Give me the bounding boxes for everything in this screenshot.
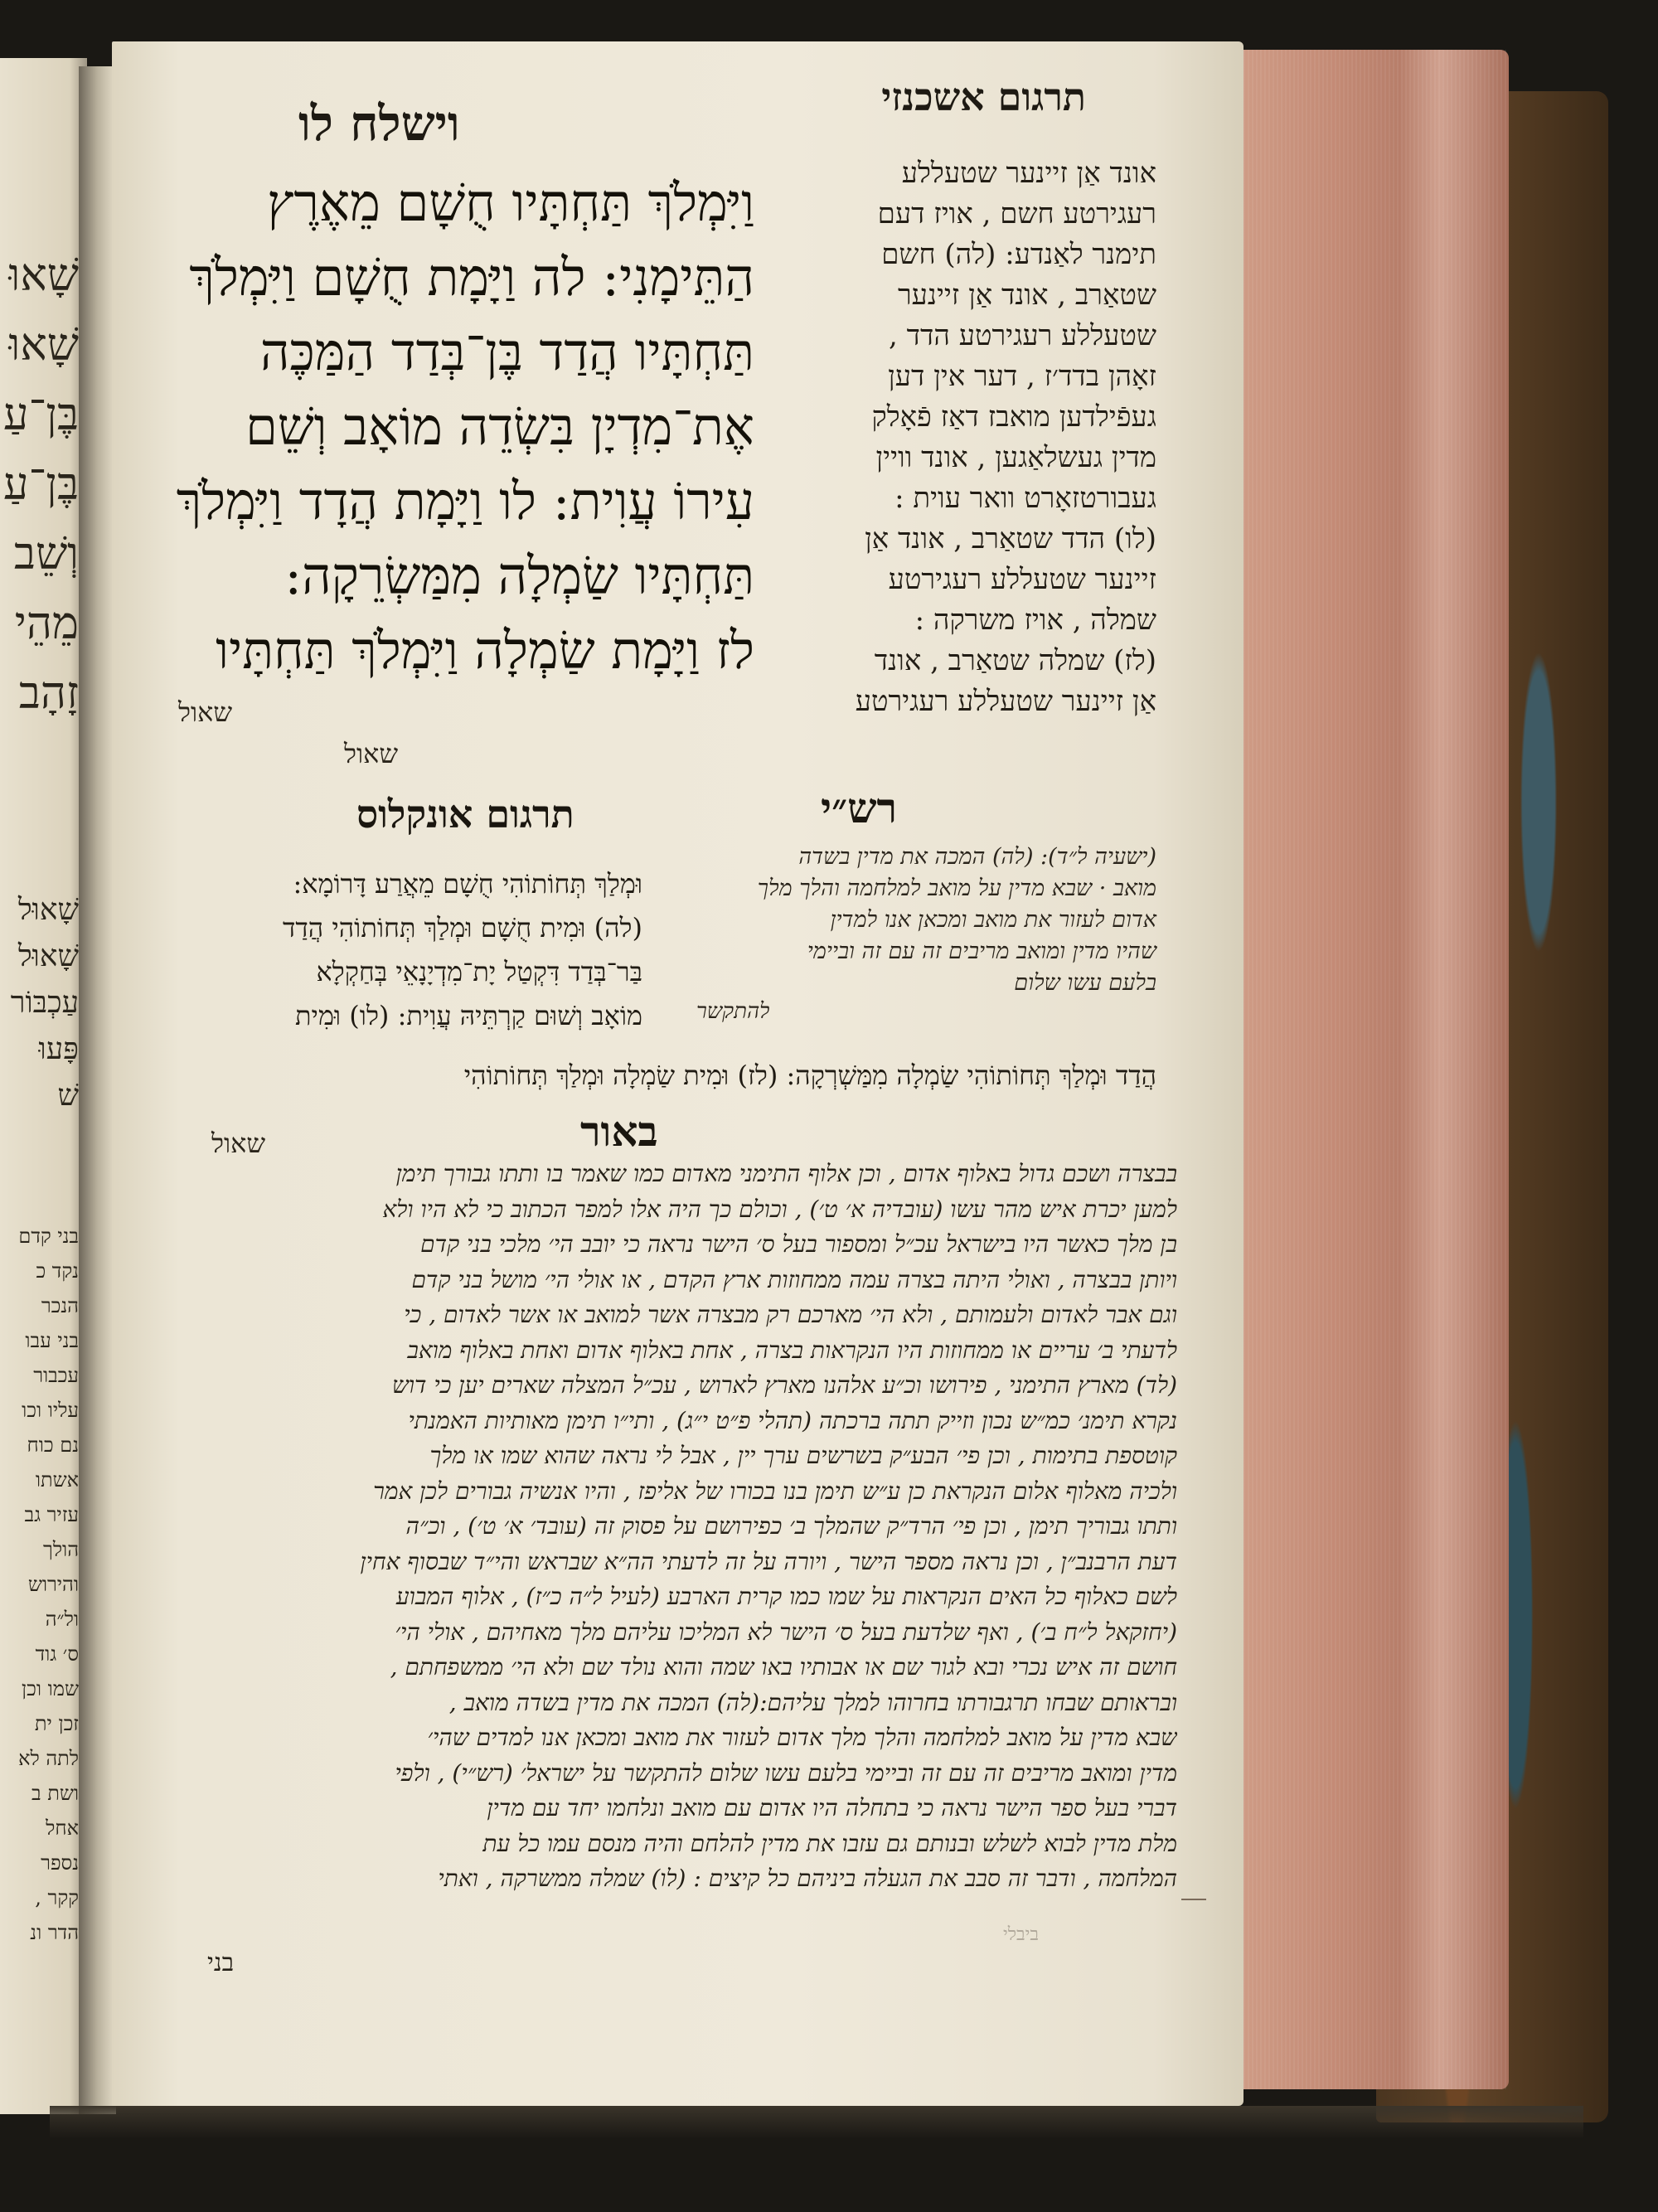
beur-line: ויותן בבצרה , ואולי היתה בצרה עמה ממחוזות ארץ הקדם , או אולי הי׳ מושל בני קדם [411, 1265, 1177, 1293]
left-fragment-line: שָׁאוּל [17, 893, 79, 927]
ashkenazi-line: מדין געשלאַגען , אונד וויין [875, 441, 1156, 474]
beur-line: (לד) מארץ התימני , פירושו וכ״ע אלהנו מארץ לארוש , עכ״ל המצלה שארים יען כי דוש [392, 1371, 1177, 1399]
left-fragment-line: ול״ה [45, 1608, 79, 1631]
onkelos-full-line: הֲדַד וּמְלַךְ תְּחוֹתוֹהִי שַׂמְלָה מִמַּשְׁרְקָה: (לז) וּמִית שַׂמְלָה וּמְלַךְ תְּחוֹתוֹהִי [463, 1060, 1156, 1091]
margin-mark [1181, 1899, 1206, 1900]
ashkenazi-line: תימנר לאַנדע: (לה) חשם [881, 238, 1156, 271]
left-fragment-line: שׁ [57, 1079, 79, 1113]
targum-ashkenazi-column [767, 153, 1156, 722]
beur-line: לשם כאלוף כל האים הנקראות על שמו כמו קרית הארבע (לעיל ל״ה כ״ז) , אלוף המבוע [395, 1583, 1177, 1610]
ashkenazi-line: אונד אַן זיינער שטעללע [901, 157, 1156, 190]
rashi-line: שהיו מדין ומואב מריבים זה עם זה וביימי [807, 939, 1156, 964]
catchword: שאול [211, 1128, 266, 1159]
beur-line: מדין ומואב מריבים זה עם זה וביימי בלעם עשו שלום להתקשר על ישראל׳ (רש״י) , ולפי [395, 1758, 1177, 1787]
left-fragment-line: ס׳ גוד [35, 1642, 79, 1666]
verse-line: אֶת־מִדְיָן בִּשְׂדֵה מוֹאָב וְשֵׁם [245, 396, 754, 457]
ashkenazi-line: שטעללע רעגירטע הדד , [889, 319, 1156, 352]
verse-line: תַּחְתָּיו שַׂמְלָה מִמַּשְׂרֵקָה: [284, 546, 754, 606]
left-fragment-line: שָׁאוּ [8, 318, 79, 371]
ashkenazi-line: רעגירטע חשם , אויז דעם [877, 197, 1156, 230]
parasha-running-head: וישלח לו [298, 95, 460, 152]
left-fragment-line: נם כוח [27, 1433, 79, 1457]
left-fragment-line: פָּעוּ [38, 1032, 79, 1066]
ashkenazi-line: געפֿילדען מואבז דאַז פֿאָלק [871, 400, 1156, 434]
left-fragment-line: שָׁאוּ [8, 249, 79, 301]
beur-line: וגם אבר לאדום ולעמותם , ולא הי׳ מארכם רק מבצרה אשר למואב או אשר לאדום , כי [404, 1301, 1177, 1328]
beur-line: שבא מדין על מואב למלחמה והלך מלך אדום לעזור את מואב ומכאן אנו למדים שהי׳ [427, 1724, 1177, 1751]
library-stamp: ביבלי [1003, 1924, 1040, 1945]
ashkenazi-line: זיינער שטעללע רעגירטע [888, 563, 1156, 596]
left-fragment-line: בני קדם [18, 1225, 79, 1248]
left-fragment-line: אחל [46, 1817, 79, 1840]
left-fragment-line: שמו וכן [22, 1677, 79, 1700]
beur-line: קוטספת בתימות , וכן פי׳ הבע״ק בשרשים ערך יין , אבל לי נראה שהוא שמו או מלך [429, 1442, 1177, 1469]
left-fragment-line: עליו וכו [22, 1399, 79, 1422]
onkelos-column [137, 862, 642, 1038]
onkelos-line: בַּר־בְּדַד דִּקְטַל יָת־מִדְיָנָאֵי בְּחַקְלָא [316, 956, 642, 987]
verse-line: עִירוֹ עֲוִית: לו וַיָּמָת הֲדָד וַיִּמְלֹךְ [176, 471, 754, 531]
beur-line: דברי בעל ספר הישר נראה כי בתחלה היו אדום עם מואב ונלחמו יחד עם מדין [487, 1794, 1177, 1822]
left-fragment-line: וְשֵׁב [13, 527, 79, 580]
left-fragment-line: קקר , [35, 1886, 79, 1909]
rashi-column [659, 842, 1156, 999]
ashkenazi-line: (לו) הדד שטאַרב , אונד אַן [865, 522, 1156, 555]
beur-commentary [133, 1157, 1177, 1897]
beur-line: לדעתי ב׳ עריים או ממחוזות היו הנקראות בצרה , אחת באלוף אדום ואחת באלוף מואב [407, 1336, 1177, 1364]
ashkenazi-line: אַן זיינער שטעללע רעגירטע [855, 685, 1156, 718]
beur-line: ולכיה מאלוף אלום הנקראת כן ע״ש תימן בנו בכורו של אליפז , והיו אנשיה גבורים לכן אמר [373, 1477, 1177, 1505]
ashkenazi-line: שמלה , אויז משרקה : [914, 604, 1156, 637]
ashkenazi-line: שטאַרב , אונד אַן זיינער [897, 279, 1156, 312]
left-page-fragment [0, 58, 87, 2114]
torah-verse-block [124, 166, 754, 688]
left-fragment-line: עכבור [33, 1364, 79, 1387]
left-fragment-line: הולך [43, 1538, 79, 1561]
left-fragment-line: בֶּן־עַ [2, 388, 79, 440]
left-page-beur-fragments [0, 1219, 79, 1950]
beur-line: למען יכרת איש מהר עשו (עובדיה א׳ ט׳) , וכולם כך היה אלו למפר הכתוב כי לא היו ולא [382, 1195, 1177, 1223]
left-fragment-line: מֵהֵי [14, 597, 79, 649]
page-block-edge [1235, 50, 1509, 2089]
rashi-line: אדום לעזור את מואב ומכאן אנו למדין [830, 907, 1156, 933]
left-fragment-line: ושת ב [32, 1782, 79, 1805]
left-fragment-line: בני עבו [25, 1329, 79, 1352]
catchword: שאול [344, 738, 399, 769]
rashi-line: (ישעיה ל״ד): (לה) המכה את מדין בשדה [798, 844, 1156, 870]
left-fragment-line: הנכר [41, 1294, 79, 1317]
catchword: שאול [178, 696, 233, 728]
ashkenazi-line: געבורטזאָרט וואר עוית : [894, 482, 1156, 515]
verse-line: לז וַיָּמָת שַׂמְלָה וַיִּמְלֹךְ תַּחְתָּיו [216, 620, 754, 681]
rashi-line: בלעם עשו שלום [1014, 970, 1156, 996]
onkelos-line: (לה) וּמִית חֻשָׁם וּמְלַךְ תְּחוֹתוֹהִי הֲדַד [283, 912, 642, 943]
onkelos-line: מוֹאָב וְשׁוּם קַרְתֵּיהּ עֲוִית: (לו) וּמִית [295, 1000, 642, 1031]
page-footer-catchword: בני [207, 1948, 235, 1977]
beur-line: בבצרה ושכם גדול באלוף אדום , וכן אלוף התימני מאדום כמו שאמר בו ותתו גבורך תימן [395, 1160, 1177, 1187]
beur-heading: באור [580, 1107, 658, 1156]
left-fragment-line: זָהָב [18, 667, 79, 719]
beur-line: נקרא תימנ׳ כמ״ש נכון וזייק תתה ברכתה (תהלי פ״ט י״ג) , ותי״ו תימן מאותיות האמנתי [408, 1406, 1177, 1434]
left-fragment-line: אשתו [35, 1468, 79, 1492]
left-fragment-line: בֶּן־עַ [2, 458, 79, 510]
left-fragment-line: לתה לא [18, 1747, 79, 1770]
onkelos-line: וּמְלַךְ תְּחוֹתוֹהִי חֻשָׁם מֵאֲרַע דָּרוֹמָא: [293, 868, 642, 900]
left-fragment-line: נקד כ [36, 1259, 79, 1283]
left-page-verse-fragments [0, 240, 79, 728]
beur-line: מלת מדין לבוא לשלש ובנותם גם עזבו את מדין להלחם והיה מנסם עמו כל עת [482, 1829, 1177, 1857]
book-shadow [50, 2106, 1583, 2139]
left-fragment-line: שָׁאוּל [17, 939, 79, 973]
beur-line: ותתו גבוריך תימן , וכן פי׳ הרד״ק שהמלך ב׳ כפירושם על פסוק זה (עובד׳ א׳ ט׳) , וכ״ה [405, 1512, 1177, 1540]
left-page-onkelos-fragments [0, 887, 79, 1119]
beur-line: המלחמה , ודבר זה סבב את הגעלה ביניהם כל קיצים : (לו) שמלה ממשרקה , ואתי [438, 1865, 1177, 1892]
left-fragment-line: נספר [41, 1851, 79, 1875]
rashi-line: מואב · שבא מדין על מואב למלחמה והלך מלך [757, 876, 1156, 901]
beur-line: חושם זה איש נכרי ובא לגור שם או אבותיו באו שמה והוא נולד שם ולא הי׳ ממשפחתם , [390, 1653, 1177, 1681]
verse-line: הַתֵּימָנִי: לה וַיָּמָת חֻשָׁם וַיִּמְלֹךְ [189, 247, 754, 308]
book-gutter [79, 66, 116, 2114]
left-fragment-line: עַכְבּוֹר [10, 986, 79, 1020]
beur-line: ובראותם שבחו תרגבורתו בחרוהו למלך עליהם:(לה) המכה את מדין בשדה מואב , [448, 1688, 1177, 1716]
targum-ashkenazi-running-head: תרגום אשכנזי [881, 75, 1086, 119]
rashi-heading: רש״י [821, 783, 898, 832]
verse-line: וַיִּמְלֹךְ תַּחְתָּיו חֻשָׁם מֵאֶרֶץ [267, 172, 754, 233]
left-fragment-line: והירוש [27, 1573, 79, 1596]
ashkenazi-line: (לז) שמלה שטאַרב , אונד [874, 644, 1156, 677]
rashi-continuation: להתקשר [696, 999, 770, 1024]
beur-line: בן מלך כאשר היו בישראל עכ״ל ומספור בעל ס׳ הישר נראה כי יובב הי׳ מלכי בני קדם [420, 1230, 1177, 1258]
left-fragment-line: הדר ונ [30, 1921, 79, 1944]
onkelos-heading: תרגום אונקלוס [356, 792, 574, 837]
left-fragment-line: זכן ית [34, 1712, 79, 1735]
page-edge-lines [1235, 50, 1509, 2089]
left-fragment-line: עזיר גב [24, 1503, 79, 1526]
beur-line: (יחזקאל ל״ח ב׳) , ואף שלדעת בעל ס׳ הישר לא המליכו עליהם מלך מאחיהם , אולי הי׳ [395, 1618, 1177, 1646]
verse-line: תַּחְתָּיו הֲדַד בֶּן־בְּדַד הַמַּכֶּה [259, 322, 754, 382]
ashkenazi-line: זאָהן בדד׳ז , דער אין דען [888, 360, 1156, 393]
beur-line: דעת הרבנב״ן , וכן נראה מספר הישר , ויורה על זה לדעתי הה״א שבראש והי״ד שבסוף אחין [360, 1547, 1177, 1575]
